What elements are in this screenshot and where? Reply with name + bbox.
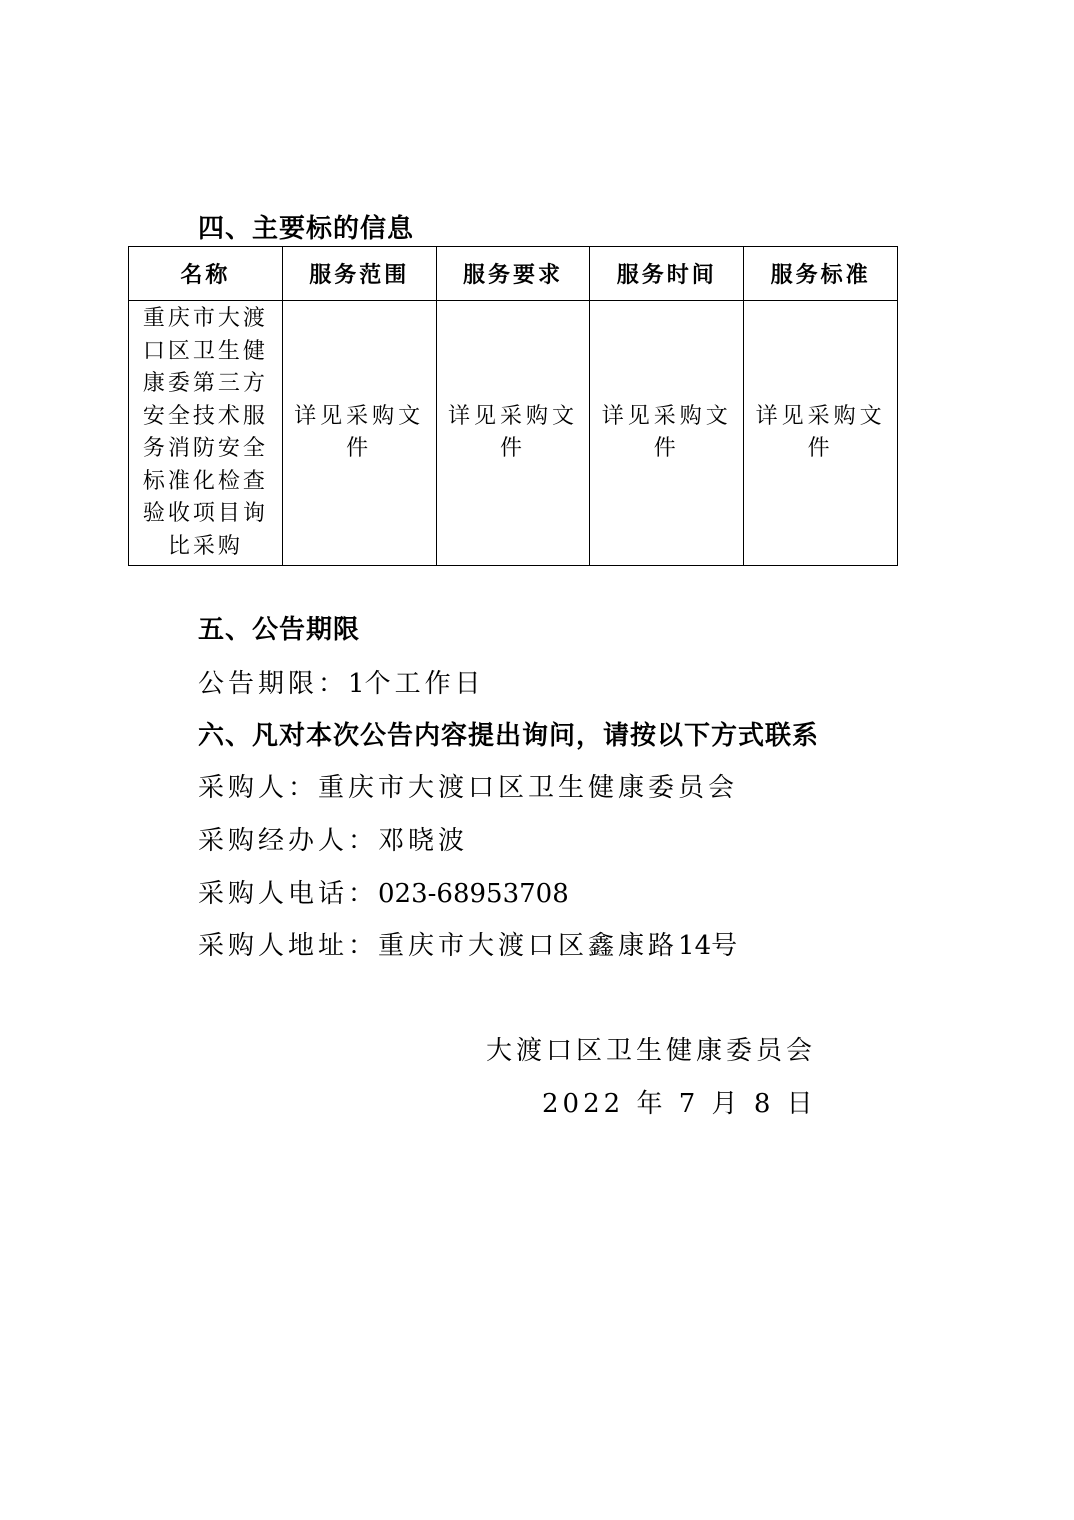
date-month: 7 (678, 1089, 700, 1119)
header-time: 服务时间 (590, 247, 744, 301)
cell-time (590, 301, 744, 566)
cell-scope-text: 详见采购文件 (294, 403, 425, 461)
announcement-period (198, 663, 485, 700)
announcement-period-value: 1 (348, 669, 365, 699)
section-6-heading: 六、凡对本次公告内容提出询问，请按以下方式联系 (198, 721, 820, 751)
header-scope: 服务范围 (282, 247, 436, 301)
address-number: 14 (678, 931, 712, 961)
signature-date (542, 1083, 817, 1120)
date-year: 2022 (542, 1089, 625, 1119)
cell-scope (282, 301, 436, 566)
agent-value: 邓晓波 (378, 826, 469, 856)
section-5-heading: 五、公告期限 (198, 615, 361, 645)
date-day: 8 (753, 1089, 775, 1119)
address-value: 重庆市大渡口区鑫康路 (378, 931, 679, 961)
purchaser-line (198, 767, 738, 804)
purchaser-value: 重庆市大渡口区卫生健康委员会 (318, 773, 739, 803)
address-suffix: 号 (711, 931, 742, 961)
cell-standard (744, 301, 898, 566)
date-day-unit: 日 (786, 1089, 817, 1119)
cell-time-text: 详见采购文件 (601, 403, 732, 461)
signature-org: 大渡口区卫生健康委员会 (486, 1036, 817, 1066)
announcement-period-unit: 个工作日 (364, 669, 485, 699)
table-header-row (129, 247, 898, 301)
announcement-period-label: 公告期限： (198, 669, 349, 699)
address-label: 采购人地址： (198, 931, 379, 961)
header-standard: 服务标准 (744, 247, 898, 301)
phone-label: 采购人电话： (198, 879, 379, 909)
table-row (129, 301, 898, 566)
cell-requirement-text: 详见采购文件 (447, 403, 578, 461)
agent-line (198, 820, 468, 857)
section-4-heading: 四、主要标的信息 (198, 214, 415, 244)
agent-label: 采购经办人： (198, 826, 379, 856)
phone-value: 023-68953708 (378, 879, 569, 909)
address-line (198, 925, 741, 962)
cell-standard-text: 详见采购文件 (755, 403, 886, 461)
date-month-unit: 月 (711, 1089, 742, 1119)
purchaser-label: 采购人： (198, 773, 319, 803)
phone-line (198, 873, 569, 910)
cell-name (129, 301, 283, 566)
date-year-unit: 年 (636, 1089, 667, 1119)
target-info-table (128, 246, 898, 566)
cell-requirement (436, 301, 590, 566)
header-requirement: 服务要求 (436, 247, 590, 301)
header-name: 名称 (129, 247, 283, 301)
cell-name-text: 重庆市大渡口区卫生健康委第三方安全技术服务消防安全标准化检查验收项目询比采购 (142, 306, 268, 559)
